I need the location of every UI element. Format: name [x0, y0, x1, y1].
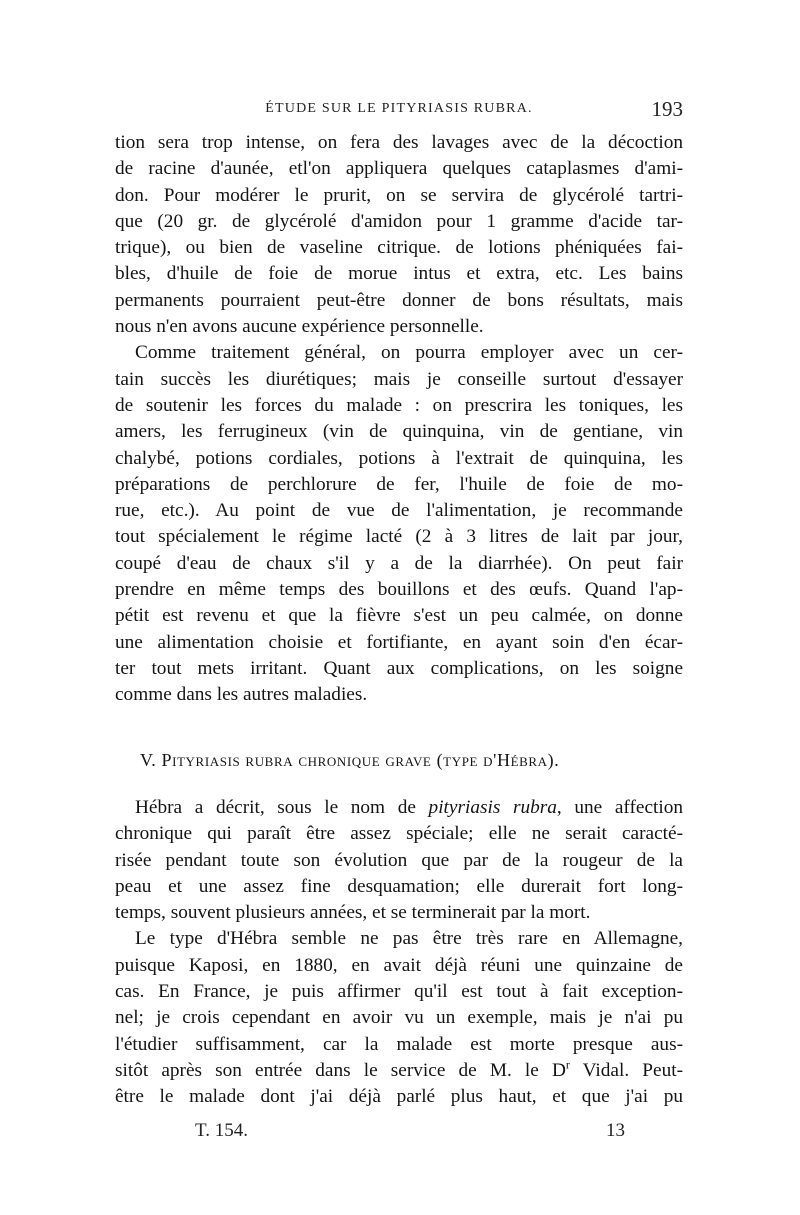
- text-line: tain succès les diurétiques; mais je conseille surtout d'essayer: [115, 368, 683, 390]
- text-span: Hébra a décrit, sous le nom de: [135, 797, 429, 818]
- text-line: [115, 1058, 683, 1084]
- page-header: [115, 97, 683, 125]
- text-line: peau et une assez fine desquamation; elle durerait fort long-: [115, 875, 683, 897]
- text-line: prendre en même temps des bouillons et des œufs. Quand l'ap-: [115, 579, 683, 601]
- text-line: [115, 795, 683, 821]
- text-line: don. Pour modérer le prurit, on se servira de glycérolé tartri-: [115, 184, 683, 206]
- text-line: l'étudier suffisamment, car la malade est morte presque aus-: [115, 1033, 683, 1055]
- text-line: temps, souvent plusieurs années, et se terminerait par la mort.: [115, 902, 591, 924]
- text-line: coupé d'eau de chaux s'il y a de la diarrhée). On peut fair: [115, 552, 683, 574]
- text-line: trique), ou bien de vaseline citrique. de lotions phéniquées fai-: [115, 237, 683, 259]
- text-line: puisque Kaposi, en 1880, en avait déjà réuni une quinzaine de: [115, 954, 683, 976]
- page-footer: [195, 1120, 625, 1146]
- text-line: être le malade dont j'ai déjà parlé plus haut, et que j'ai pu: [115, 1086, 683, 1108]
- page-number: 193: [651, 97, 683, 121]
- text-line: chronique qui paraît être assez spéciale; elle ne serait caracté-: [115, 823, 683, 845]
- sheet-number: 13: [606, 1120, 625, 1141]
- text-span: Vidal. Peut-: [569, 1059, 683, 1081]
- paragraph-1: [115, 130, 683, 340]
- paragraph-2: [115, 340, 683, 708]
- text-line: nous n'en avons aucune expérience personnelle.: [115, 316, 484, 338]
- text-line: cas. En France, je puis affirmer qu'il est tout à fait exception-: [115, 981, 683, 1003]
- text-line: une alimentation choisie et fortifiante, en ayant soin d'en écar-: [115, 631, 683, 653]
- section-heading: V. Pityriasis rubra chronique grave (type d'Hébra).: [140, 750, 560, 770]
- text-line: Comme traitement général, on pourra employer avec un cer-: [135, 342, 683, 364]
- text-line: bles, d'huile de foie de morue intus et extra, etc. Les bains: [115, 263, 683, 285]
- text-line: comme dans les autres maladies.: [115, 684, 368, 706]
- text-line: permanents pourraient peut-être donner de bons résultats, mais: [115, 289, 683, 311]
- text-line: tion sera trop intense, on fera des lavages avec de la décoction: [115, 132, 683, 153]
- text-line: tout spécialement le régime lacté (2 à 3 litres de lait par jour,: [115, 526, 683, 548]
- text-line: de soutenir les forces du malade : on prescrira les toniques, les: [115, 394, 683, 416]
- text-line: rue, etc.). Au point de vue de l'alimentation, je recommande: [115, 500, 683, 522]
- running-head: ÉTUDE SUR LE PITYRIASIS RUBRA.: [265, 101, 533, 116]
- body-text-bottom: [115, 795, 683, 1111]
- text-line: que (20 gr. de glycérolé d'amidon pour 1 gramme d'acide tar-: [115, 210, 683, 232]
- text-line: pétit est revenu et que la fièvre s'est un peu calmée, on donne: [115, 605, 683, 627]
- text-line: Le type d'Hébra semble ne pas être très rare en Allemagne,: [135, 928, 683, 950]
- paragraph-4: [115, 926, 683, 1110]
- text-line: nel; je crois cependant en avoir vu un exemple, mais je n'ai pu: [115, 1007, 683, 1029]
- superscript: r: [565, 1057, 570, 1072]
- text-line: chalybé, potions cordiales, potions à l'extrait de quinquina, les: [115, 447, 683, 469]
- text-line: risée pendant toute son évolution que par de la rougeur de la: [115, 849, 683, 871]
- text-line: de racine d'aunée, etl'on appliquera quelques cataplasmes d'ami-: [115, 158, 683, 180]
- paragraph-3: [115, 795, 683, 926]
- signature-mark: T. 154.: [195, 1120, 248, 1141]
- text-line: préparations de perchlorure de fer, l'huile de foie de mo-: [115, 473, 683, 495]
- text-line: amers, les ferrugineux (vin de quinquina, vin de gentiane, vin: [115, 421, 683, 443]
- body-text-top: [115, 130, 683, 709]
- italic-term: pityriasis rubra: [428, 797, 557, 818]
- text-span: sitôt après son entrée dans le service de M. le D: [115, 1059, 566, 1081]
- text-line: ter tout mets irritant. Quant aux complications, on les soigne: [115, 657, 683, 679]
- text-span: , une affection: [556, 797, 683, 818]
